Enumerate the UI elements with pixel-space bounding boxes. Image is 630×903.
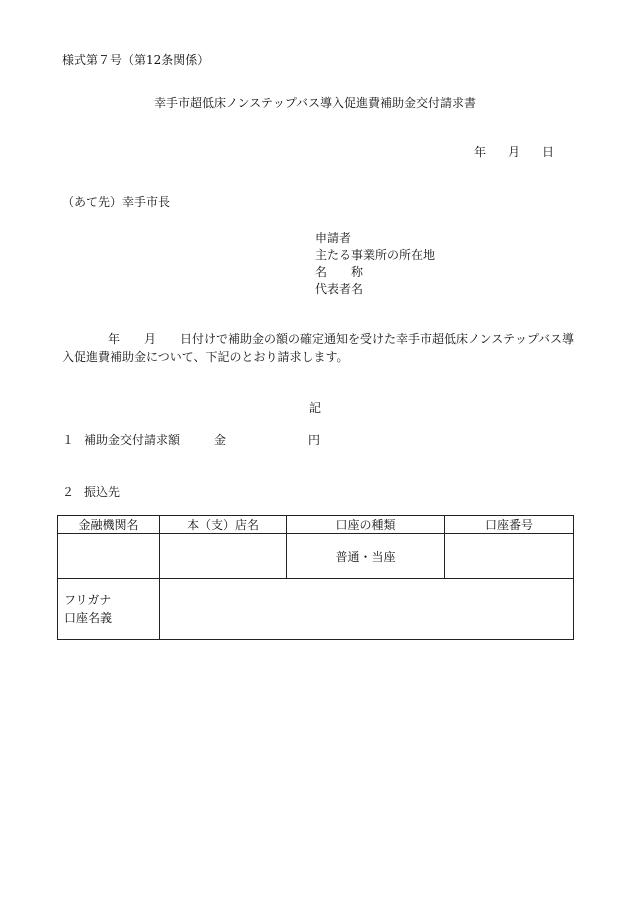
date-line [474, 144, 554, 160]
body-text: 日付けで補助金の額の確定通知を受けた幸手市超低床ノンステップバス導入促進費補助金について、下記のとおり請求します。 [62, 332, 574, 364]
bank-name-cell[interactable] [58, 534, 160, 579]
item1-en: 円 [308, 433, 321, 447]
item-request-amount [62, 432, 320, 448]
furigana-label: フリガナ [64, 593, 112, 607]
date-day: 日 [542, 145, 555, 159]
applicant-block [315, 230, 435, 298]
bank-account-table [57, 515, 574, 640]
header-bank-name: 金融機関名 [58, 516, 160, 534]
date-month: 月 [508, 145, 521, 159]
account-holder-label-cell [58, 579, 160, 640]
document-title: 幸手市超低床ノンステップバス導入促進費補助金交付請求書 [154, 96, 476, 110]
form-number: 様式第７号（第12条関係） [62, 53, 210, 67]
branch-name-cell[interactable] [160, 534, 287, 579]
item2-number: ２ [62, 485, 75, 499]
header-account-number: 口座番号 [445, 516, 574, 534]
account-holder-cell[interactable] [160, 579, 574, 640]
header-branch-name: 本（支）店名 [160, 516, 287, 534]
item1-kin: 金 [214, 433, 227, 447]
address-label: 主たる事業所の所在地 [315, 248, 436, 262]
date-year: 年 [474, 145, 487, 159]
account-holder-label: 口座名義 [64, 611, 113, 625]
item1-label: 補助金交付請求額 [84, 433, 181, 447]
name-label: 名 称 [315, 265, 364, 279]
body-year: 年 [108, 332, 121, 346]
account-number-cell[interactable] [445, 534, 574, 579]
item1-number: １ [62, 433, 75, 447]
addressee: （あて先）幸手市長 [62, 195, 171, 209]
header-account-type: 口座の種類 [287, 516, 445, 534]
request-body [62, 330, 577, 366]
ki-heading: 記 [308, 401, 321, 415]
representative-label: 代表者名 [315, 282, 364, 296]
applicant-heading: 申請者 [315, 231, 352, 245]
item2-label: 振込先 [84, 485, 121, 499]
account-type-cell[interactable] [287, 534, 445, 579]
account-type-value: 普通・当座 [335, 549, 396, 564]
item-transfer-destination [62, 484, 120, 500]
body-month: 月 [144, 332, 157, 346]
